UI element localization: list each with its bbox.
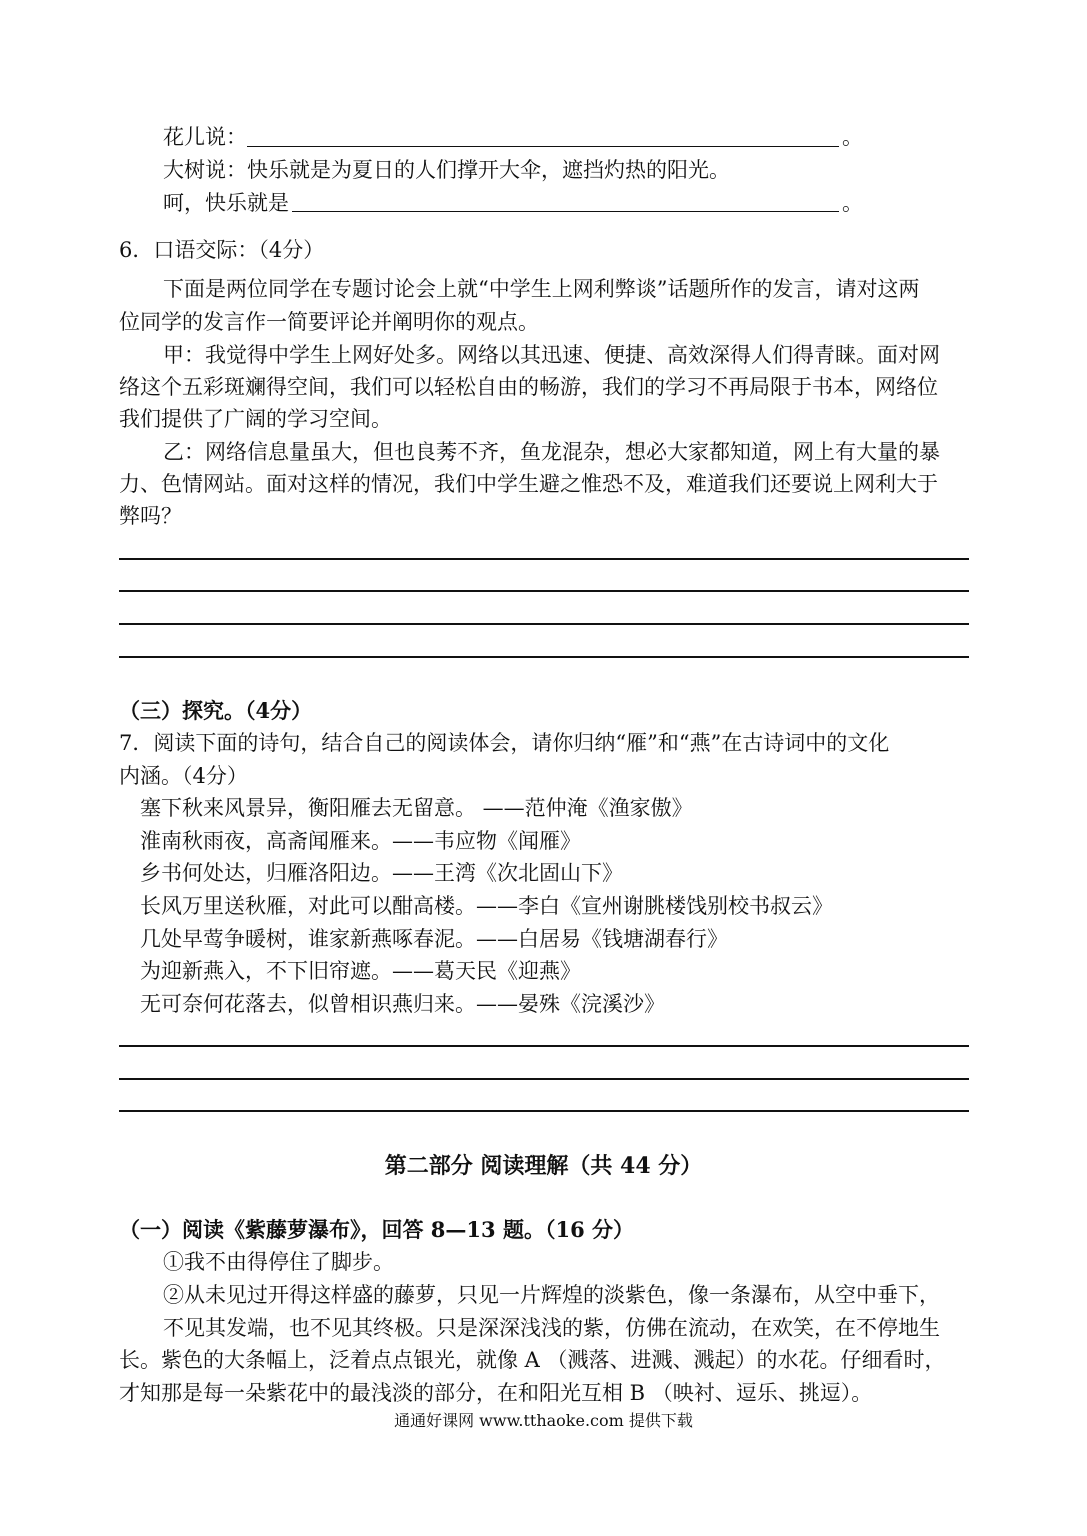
flower-end: 。 bbox=[842, 125, 863, 149]
q6-jia-1: 甲：我觉得中学生上网好处多。网络以其迅速、便捷、高效深得人们得青睐。面对网 bbox=[163, 343, 940, 367]
happy-end: 。 bbox=[842, 191, 863, 215]
answer-line-q6-3[interactable] bbox=[119, 623, 969, 625]
reading-paragraph-2-line-4: 才知那是每一朵紫花中的最浅淡的部分，在和阳光互相 B （映衬、逗乐、挑逗）。 bbox=[119, 1381, 873, 1405]
page-footer: 通通好课网 www.tthaoke.com 提供下载 bbox=[394, 1411, 693, 1430]
q7-text-2: 内涵。（4分） bbox=[119, 764, 248, 788]
part2-title: 第二部分 阅读理解（共 44 分） bbox=[384, 1153, 703, 1179]
q6-yi-3: 弊吗？ bbox=[119, 504, 182, 528]
q6-jia-3: 我们提供了广阔的学习空间。 bbox=[119, 407, 392, 431]
answer-line-q7-1[interactable] bbox=[119, 1045, 969, 1047]
reading-paragraph-1: ①我不由得停住了脚步。 bbox=[163, 1250, 394, 1274]
q6-jia-2: 络这个五彩斑斓得空间，我们可以轻松自由的畅游，我们的学习不再局限于书本，网络位 bbox=[119, 375, 938, 399]
reading-paragraph-2-line-1: ②从未见过开得这样盛的藤萝，只见一片辉煌的淡紫色，像一条瀑布，从空中垂下， bbox=[163, 1283, 940, 1307]
poem-line: 长风万里送秋雁，对此可以酣高楼。——李白《宣州谢朓楼饯别校书叔云》 bbox=[140, 894, 833, 918]
answer-line-q6-4[interactable] bbox=[119, 656, 969, 658]
reading-paragraph-2-line-2: 不见其发端，也不见其终极。只是深深浅浅的紫，仿佛在流动，在欢笑，在不停地生 bbox=[163, 1316, 940, 1340]
q7-text-1: 7．阅读下面的诗句，结合自己的阅读体会，请你归纳“雁”和“燕”在古诗词中的文化 bbox=[119, 731, 890, 755]
q6-yi-2: 力、色情网站。面对这样的情况，我们中学生避之惟恐不及，难道我们还要说上网利大于 bbox=[119, 472, 938, 496]
q6-prompt-2: 位同学的发言作一简要评论并阐明你的观点。 bbox=[119, 310, 539, 334]
tree-line: 大树说：快乐就是为夏日的人们撑开大伞，遮挡灼热的阳光。 bbox=[163, 158, 730, 182]
part2-sub-heading: （一）阅读《紫藤萝瀑布》，回答 8—13 题。（16 分） bbox=[119, 1217, 634, 1242]
poem-line: 无可奈何花落去，似曾相识燕归来。——晏殊《浣溪沙》 bbox=[140, 992, 665, 1016]
poem-line: 为迎新燕入，不下旧帘遮。——葛天民《迎燕》 bbox=[140, 959, 581, 983]
answer-line-q6-1[interactable] bbox=[119, 558, 969, 560]
q6-heading: 6．口语交际：（4分） bbox=[119, 238, 325, 262]
answer-blank-flower[interactable] bbox=[247, 146, 839, 147]
answer-line-q7-3[interactable] bbox=[119, 1110, 969, 1112]
poem-line: 淮南秋雨夜，高斋闻雁来。——韦应物《闻雁》 bbox=[140, 829, 581, 853]
answer-line-q7-2[interactable] bbox=[119, 1078, 969, 1080]
flower-prefix: 花儿说： bbox=[163, 125, 247, 149]
poem-line: 几处早莺争暖树，谁家新燕啄春泥。——白居易《钱塘湖春行》 bbox=[140, 927, 728, 951]
poem-line: 乡书何处达，归雁洛阳边。——王湾《次北固山下》 bbox=[140, 861, 623, 885]
poem-line: 塞下秋来风景异，衡阳雁去无留意。 ——范仲淹《渔家傲》 bbox=[140, 796, 693, 820]
section3-heading: （三）探究。（4分） bbox=[119, 698, 313, 723]
happy-prefix: 呵，快乐就是 bbox=[163, 191, 289, 215]
answer-line-q6-2[interactable] bbox=[119, 590, 969, 592]
answer-blank-happy[interactable] bbox=[292, 211, 839, 212]
reading-paragraph-2-line-3: 长。紫色的大条幅上，泛着点点银光，就像 A （溅落、进溅、溅起）的水花。仔细看时， bbox=[119, 1348, 946, 1372]
q6-prompt-1: 下面是两位同学在专题讨论会上就“中学生上网利弊谈”话题所作的发言，请对这两 bbox=[163, 277, 920, 301]
q6-yi-1: 乙：网络信息量虽大，但也良莠不齐，鱼龙混杂，想必大家都知道，网上有大量的暴 bbox=[163, 440, 940, 464]
